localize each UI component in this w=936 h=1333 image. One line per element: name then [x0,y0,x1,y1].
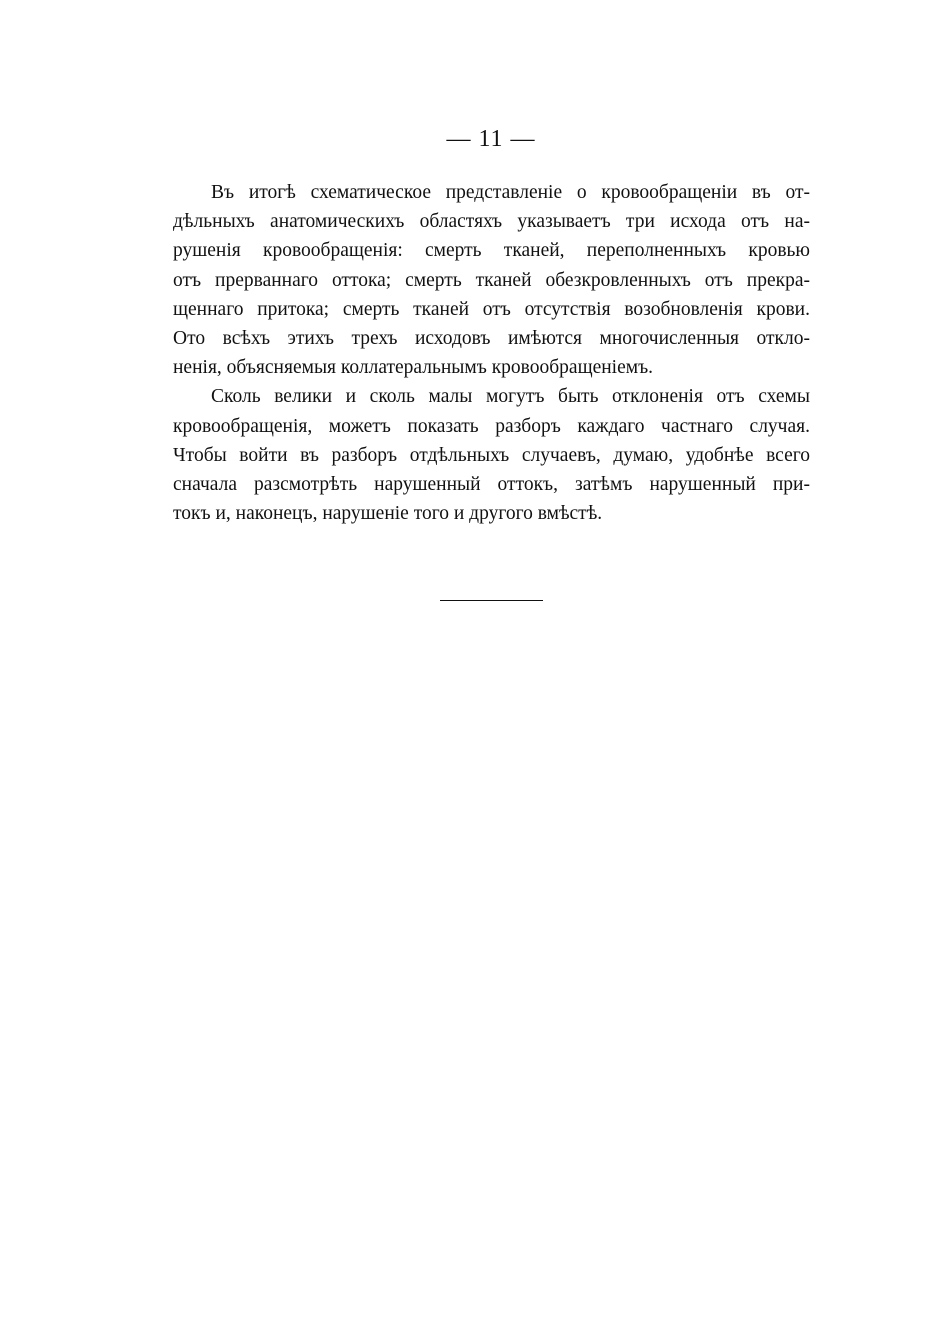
paragraph-2-line-4: сначала разсмотрѣть нарушенный оттокъ, затѣмъ нарушенный при- [173,473,810,495]
paragraph-1-line-7: ненія, объясняемыя коллатеральнымъ кровообращеніемъ. [173,357,654,379]
paragraph-1-line-2: дѣльныхъ анатомическихъ областяхъ указываетъ три исхода отъ на- [173,211,810,233]
paragraph-2-line-2: кровообращенія, можетъ показать разборъ каждаго частнаго случая. [173,415,810,437]
paragraph-1-line-4: отъ прерваннаго оттока; смерть тканей обезкровленныхъ отъ прекра- [173,269,810,291]
page-number: — 11 — [446,126,536,152]
body-text [173,178,810,528]
paragraph-2-line-1: Сколь велики и сколь малы могутъ быть отклоненія отъ схемы [211,386,810,408]
paragraph-1-line-3: рушенія кровообращенія: смерть тканей, переполненныхъ кровью [173,240,810,262]
paragraph-2-line-5: токъ и, наконецъ, нарушеніе того и другого вмѣстѣ. [173,503,603,525]
paragraph-1-line-5: щеннаго притока; смерть тканей отъ отсутствія возобновленія крови. [173,298,810,320]
paragraph-2-line-3: Чтобы войти въ разборъ отдѣльныхъ случаевъ, думаю, удобнѣе всего [173,444,810,466]
paragraph-1-line-6: Ото всѣхъ этихъ трехъ исходовъ имѣются многочисленныя откло- [173,327,810,349]
section-separator-rule [440,600,543,601]
paragraph-1-line-1: Въ итогѣ схематическое представленіе о кровообращеніи въ от- [211,182,810,203]
